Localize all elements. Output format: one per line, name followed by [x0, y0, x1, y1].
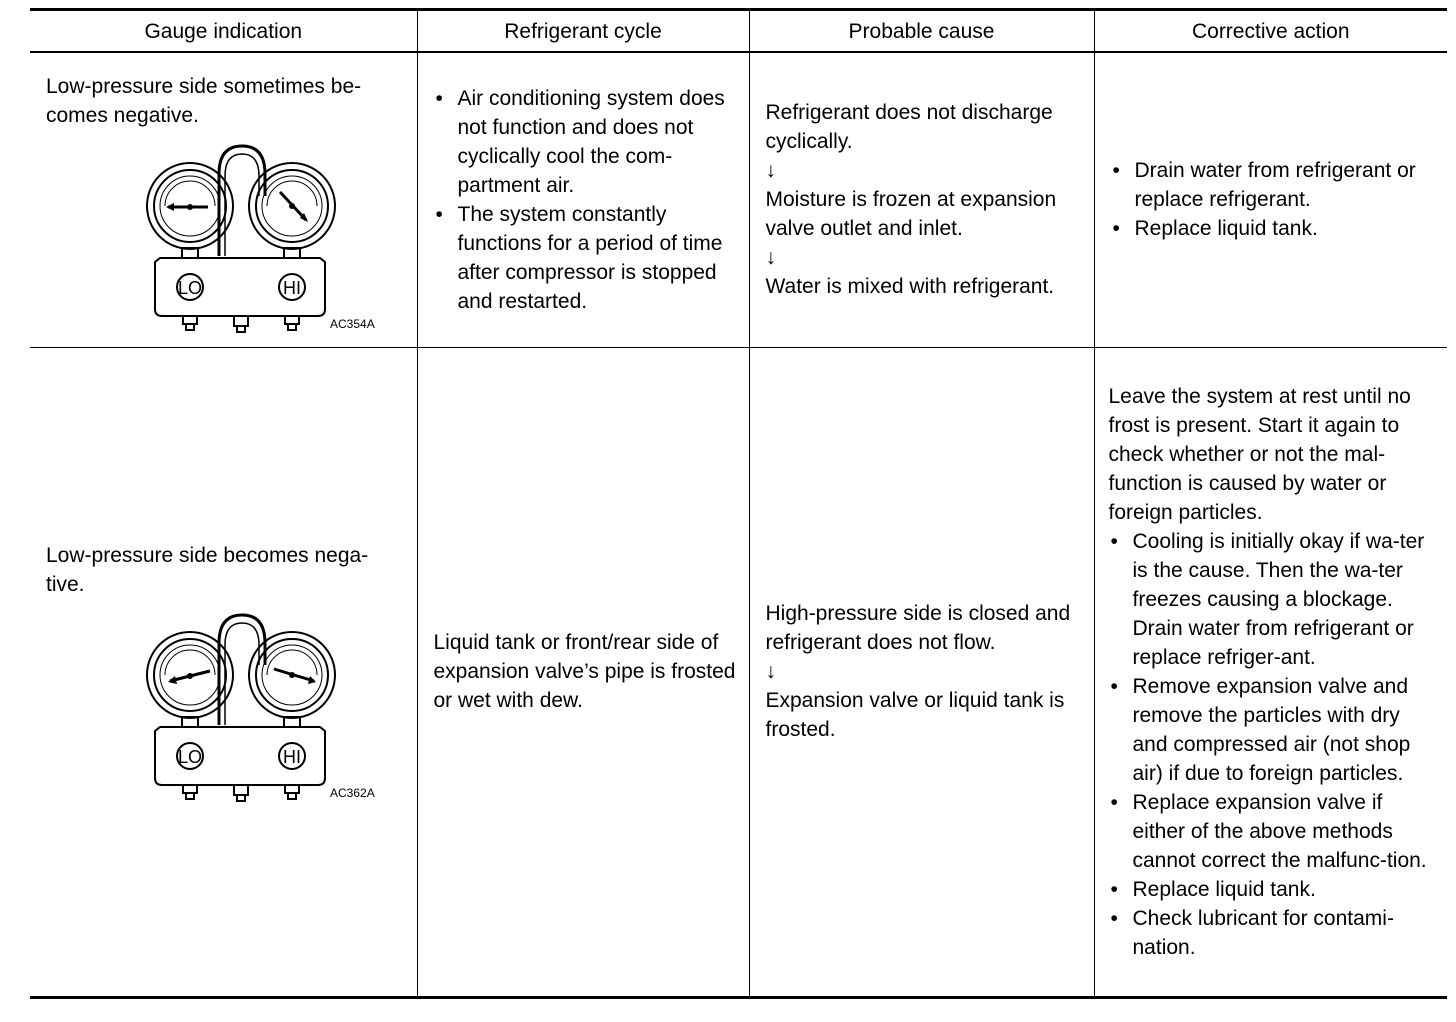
- cause-line: High-pressure side is closed and refrigerant does not flow.: [765, 602, 1071, 654]
- list-item: • Cooling is initially okay if wa-ter is the cause. Then the wa-ter freezes causing a blockage. Drain water from refrigerant or replace refriger-ant.: [1109, 527, 1440, 672]
- list-item: • Replace liquid tank.: [1109, 875, 1440, 904]
- corrective-action-cell: [1094, 52, 1447, 347]
- table-row: [30, 52, 1447, 347]
- gauge-indication-cell: [30, 52, 417, 347]
- corrective-action-cell: [1094, 347, 1447, 997]
- cause-line: Refrigerant does not discharge cyclically.: [765, 101, 1053, 154]
- list-item: • Remove expansion valve and remove the particles with dry and compressed air (not shop air) if due to foreign particles.: [1109, 672, 1440, 788]
- cause-line: Expansion valve or liquid tank is frosted.: [765, 689, 1065, 741]
- cause-line: Moisture is frozen at expansion valve outlet and inlet.: [765, 188, 1057, 241]
- manifold-gauge-figure: [120, 603, 375, 803]
- diagnosis-table: [30, 8, 1447, 999]
- down-arrow-icon: ↓: [765, 660, 776, 683]
- refrigerant-cycle-cell: [417, 347, 749, 997]
- action-intro: Leave the system at rest until no frost is present. Start it again to check whether or not the mal-function is caused by water or foreign particles.: [1108, 384, 1411, 524]
- figure-code: AC362A: [330, 785, 375, 800]
- action-bullet-list: [1111, 156, 1436, 243]
- manifold-gauge-figure: [120, 134, 375, 334]
- list-item: • Replace liquid tank.: [1111, 214, 1436, 243]
- cause-line: Water is mixed with refrigerant.: [765, 275, 1055, 299]
- cycle-bullet-list: [434, 84, 737, 316]
- down-arrow-icon: ↓: [765, 246, 776, 270]
- gauge-indication-cell: [30, 347, 417, 997]
- action-bullet-list: [1109, 527, 1440, 962]
- figure-code: AC354A: [330, 316, 375, 331]
- gauge-indication-text: Low-pressure side sometimes be- comes negative.: [46, 74, 362, 127]
- list-item: • Check lubricant for contami-nation.: [1109, 904, 1440, 962]
- hi-label: HI: [283, 277, 301, 298]
- lo-label: LO: [177, 277, 203, 298]
- refrigerant-cycle-cell: [417, 52, 749, 347]
- list-item: • Drain water from refrigerant or replace refrigerant.: [1111, 156, 1436, 214]
- list-item: • The system constantly functions for a period of time after compressor is stopped and restarted.: [434, 200, 737, 316]
- cycle-text: Liquid tank or front/rear side of expansion valve’s pipe is frosted or wet with dew.: [433, 631, 736, 712]
- header-gauge-indication: Gauge indication: [30, 10, 417, 53]
- probable-cause-cell: [749, 347, 1094, 997]
- table-row: [30, 347, 1447, 997]
- list-item: • Replace expansion valve if either of the above methods cannot correct the malfunc-tion.: [1109, 788, 1440, 875]
- gauge-indication-text: Low-pressure side becomes nega- tive.: [46, 543, 369, 596]
- header-refrigerant-cycle: Refrigerant cycle: [417, 10, 749, 53]
- down-arrow-icon: ↓: [765, 159, 776, 183]
- lo-label: LO: [177, 746, 203, 767]
- probable-cause-cell: [749, 52, 1094, 347]
- header-row: [30, 10, 1447, 53]
- hi-label: HI: [283, 746, 301, 767]
- header-corrective-action: Corrective action: [1094, 10, 1447, 53]
- list-item: • Air conditioning system does not function and does not cyclically cool the com-partment air.: [434, 84, 737, 200]
- header-probable-cause: Probable cause: [749, 10, 1094, 53]
